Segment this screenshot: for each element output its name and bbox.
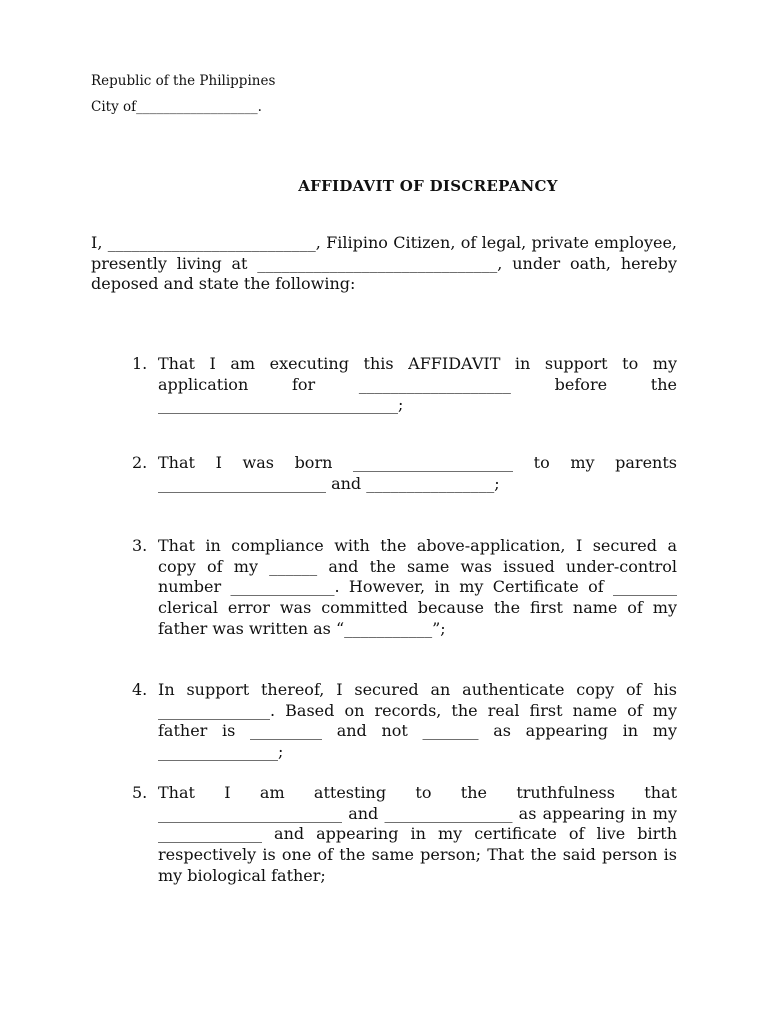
statement-number: 3. <box>132 536 148 555</box>
statement-item-5 <box>132 783 677 887</box>
header-republic: Republic of the Philippines <box>91 73 276 89</box>
statement-text: That I am attesting to the truthfulness that _______________________ and ________________ as appearing in my _____________ and appearing in my certificate of live birth respectively is one of the same person; That the said person is my biological father; <box>158 783 677 885</box>
statement-number: 5. <box>132 783 148 802</box>
statement-text: That I am executing this AFFIDAVIT in support to my application for ___________________ before the ______________________________; <box>158 354 677 415</box>
statement-text: In support thereof, I secured an authenticate copy of his ______________. Based on records, the real first name of my father is _________ and not _______ as appearing in my _______________; <box>158 680 677 762</box>
statement-text: That in compliance with the above-application, I secured a copy of my ______ and the same was issued under-control number _____________. However, in my Certificate of ________ clerical error was committed because the first name of my father was written as “___________”; <box>158 536 677 638</box>
statement-item-4 <box>132 680 677 763</box>
statement-item-1 <box>132 354 677 416</box>
intro-text: I, __________________________, Filipino Citizen, of legal, private employee, presently living at ______________________________, under oath, hereby deposed and state the following: <box>91 233 677 294</box>
statement-text: That I was born ____________________ to my parents _____________________ and ________________; <box>158 453 677 493</box>
document-title: AFFIDAVIT OF DISCREPANCY <box>298 177 558 195</box>
statement-number: 1. <box>132 354 148 373</box>
statement-number: 4. <box>132 680 148 699</box>
statement-item-2 <box>132 453 677 494</box>
statement-item-3 <box>132 536 677 640</box>
header-city: City of__________________. <box>91 99 262 115</box>
intro-paragraph <box>91 233 677 295</box>
statement-number: 2. <box>132 453 148 472</box>
